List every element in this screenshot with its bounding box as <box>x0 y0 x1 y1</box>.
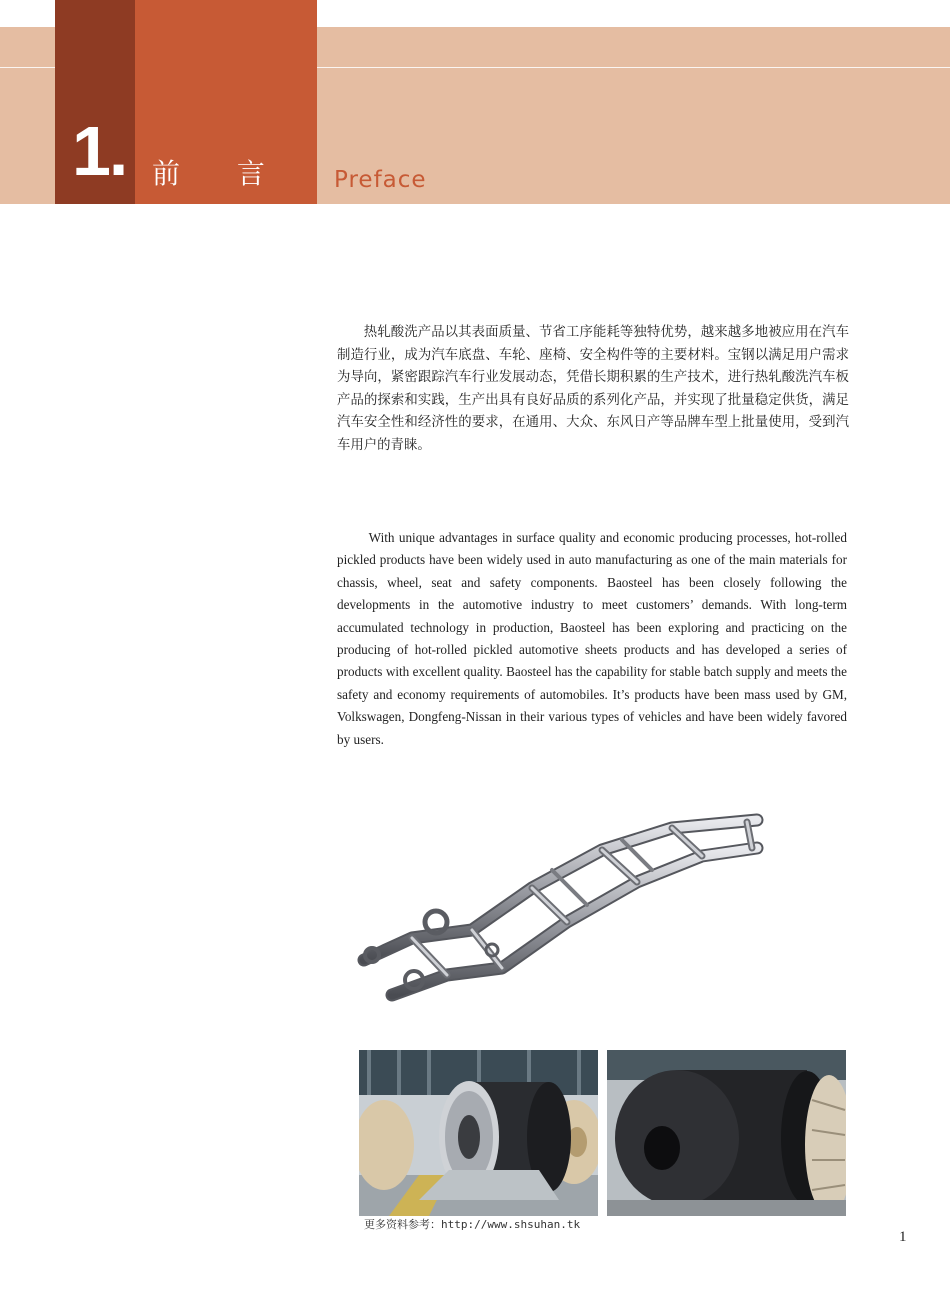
section-title-en: Preface <box>334 167 427 193</box>
preface-paragraph-cn: 热轧酸洗产品以其表面质量、节省工序能耗等独特优势，越来越多地被应用在汽车制造行业，成为汽车底盘、车轮、座椅、安全构件等的主要材料。宝钢以满足用户需求为导向，紧密跟踪汽车行业发展动态，凭借长期积累的生产技术，进行热轧酸洗汽车板产品的探索和实践，生产出具有良好品质的系列化产品，并实现了批量稳定供货，满足汽车安全性和经济性的要求，在通用、大众、东风日产等品牌车型上批量使用，受到汽车用户的青睐。 <box>337 325 849 453</box>
chassis-image <box>352 790 772 1020</box>
preface-paragraph-en: With unique advantages in surface quality and economic producing processes, hot-rolled pickled products have been widely used in auto manufacturing as one of the main materials for chassis, wheel, seat and safety components. Baosteel has been closely following the developments in the automotive industry to meet customers’ demands. With long-term accumulated technology in production, Baosteel has been exploring and practicing on the producing of hot-rolled pickled automotive sheets products and has developed a series of products with excellent quality. Baosteel has the capability for stable batch supply and meets the safety and economy requirements of automobiles. It’s products have been mass used by GM, Volkswagen, Dongfeng-Nissan in their various types of vehicles and have been widely favored by users. <box>337 530 847 747</box>
steel-coil-photo-1 <box>359 1050 598 1216</box>
page-number: 1 <box>899 1229 907 1245</box>
reference-caption: 更多资料参考：http://www.shsuhan.tk <box>364 1218 581 1231</box>
section-title-cn: 前 言 <box>152 157 289 190</box>
steel-coil-photo-2 <box>607 1050 846 1216</box>
steel-coil-icon <box>607 1050 846 1216</box>
steel-coil-icon <box>359 1050 598 1216</box>
section-number: 1. <box>72 112 127 190</box>
vehicle-chassis-frame-icon <box>352 790 772 1020</box>
